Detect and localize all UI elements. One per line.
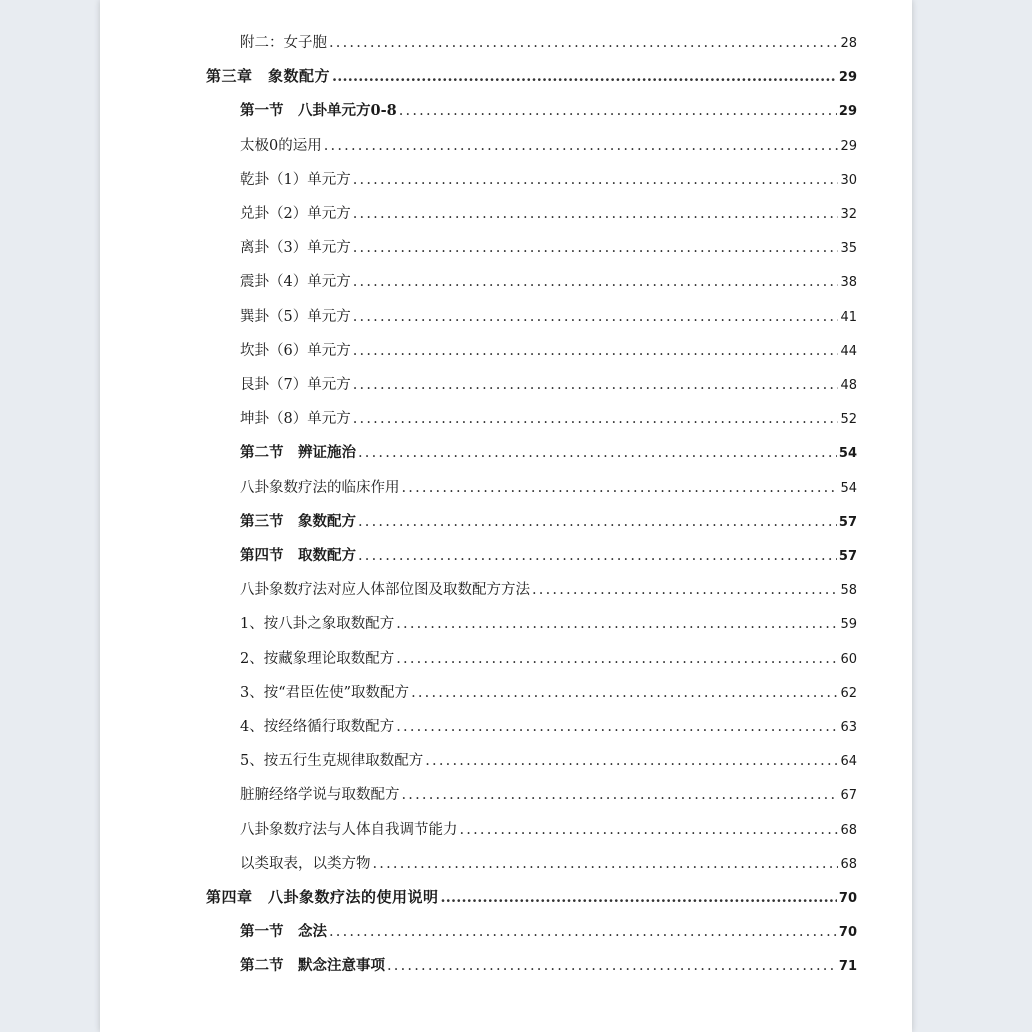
toc-dot-leader — [353, 206, 839, 222]
toc-page-number: 41 — [840, 309, 857, 325]
toc-entry-title: 第一节 八卦单元方0-8 — [240, 102, 397, 120]
table-of-contents — [100, 0, 912, 1032]
toc-page-number: 52 — [840, 412, 857, 428]
toc-dot-leader — [460, 822, 839, 838]
toc-page-number: 54 — [838, 446, 857, 462]
toc-entry — [240, 749, 857, 773]
toc-dot-leader — [353, 240, 839, 256]
toc-dot-leader — [373, 856, 839, 872]
toc-entry — [240, 168, 857, 192]
toc-page-number: 70 — [838, 891, 857, 906]
toc-entry — [240, 236, 857, 260]
toc-entry-title: 乾卦（1）单元方 — [240, 171, 351, 188]
toc-entry-title: 以类取表，以类方物 — [240, 855, 371, 872]
toc-entry — [240, 818, 857, 842]
toc-page-number: 67 — [840, 788, 857, 804]
toc-entry-title: 坎卦（6）单元方 — [240, 342, 351, 359]
toc-entry — [240, 783, 857, 807]
toc-entry — [240, 441, 857, 465]
toc-dot-leader — [402, 480, 839, 496]
toc-page-number: 68 — [840, 856, 857, 872]
toc-dot-leader — [396, 651, 838, 667]
toc-chapter-entry — [206, 65, 857, 89]
toc-entry-title: 第三章 象数配方 — [206, 67, 331, 86]
toc-dot-leader — [353, 343, 839, 359]
toc-dot-leader — [353, 274, 839, 290]
toc-page-number: 60 — [840, 651, 857, 667]
toc-dot-leader — [353, 377, 839, 393]
toc-entry — [240, 715, 857, 739]
toc-entry — [240, 578, 857, 602]
toc-entry — [240, 305, 857, 329]
toc-page-number: 48 — [840, 378, 857, 393]
toc-entry-title: 第四节 取数配方 — [240, 547, 356, 564]
toc-entry-title: 5、按五行生克规律取数配方 — [240, 753, 424, 770]
toc-entry-title: 第一节 念法 — [240, 923, 327, 941]
toc-page-number: 64 — [840, 754, 857, 770]
toc-entry — [240, 99, 857, 123]
toc-entry-title: 2、按藏象理论取数配方 — [240, 650, 395, 667]
toc-dot-leader — [387, 958, 837, 974]
toc-entry-title: 3、按“君臣佐使”取数配方 — [240, 684, 410, 701]
toc-entry — [240, 544, 857, 568]
toc-page-number: 57 — [838, 549, 857, 564]
toc-entry — [240, 407, 857, 431]
toc-page-number: 71 — [838, 959, 857, 975]
toc-page-number: 28 — [840, 36, 857, 51]
toc-dot-leader — [329, 35, 838, 51]
toc-entry-title: 第二节 默念注意事项 — [240, 957, 385, 975]
toc-entry — [240, 647, 857, 671]
toc-page-number: 59 — [840, 617, 857, 633]
toc-entry-title: 4、按经络循行取数配方 — [240, 719, 395, 735]
toc-dot-leader — [353, 309, 839, 325]
toc-entry-title: 太极0的运用 — [240, 137, 322, 154]
toc-page-number: 70 — [838, 925, 857, 941]
toc-page-number: 44 — [840, 343, 857, 359]
toc-dot-leader — [324, 138, 839, 154]
toc-page-number: 68 — [840, 822, 857, 838]
toc-entry-title: 离卦（3）单元方 — [240, 240, 351, 257]
toc-entry-title: 脏腑经络学说与取数配方 — [240, 787, 400, 804]
toc-dot-leader — [411, 685, 838, 701]
toc-dot-leader — [358, 548, 837, 564]
toc-page-number: 57 — [838, 514, 857, 530]
toc-page-number: 38 — [840, 275, 857, 291]
toc-dot-leader — [396, 719, 838, 735]
toc-entry-title: 第三节 象数配方 — [240, 512, 356, 530]
toc-entry — [240, 954, 857, 978]
toc-entry-title: 八卦象数疗法对应人体部位图及取数配方方法 — [240, 582, 530, 599]
toc-entry-title: 八卦象数疗法与人体自我调节能力 — [240, 821, 458, 838]
toc-dot-leader — [425, 753, 838, 769]
toc-entry-title: 1、按八卦之象取数配方 — [240, 616, 395, 633]
toc-entry — [240, 510, 857, 534]
toc-page-number: 30 — [840, 172, 857, 188]
toc-entry — [240, 920, 857, 944]
toc-page-number: 62 — [840, 685, 857, 701]
toc-dot-leader — [358, 514, 837, 530]
toc-dot-leader — [358, 445, 837, 461]
toc-dot-leader — [399, 103, 837, 119]
toc-entry — [240, 852, 857, 876]
toc-dot-leader — [402, 787, 839, 803]
toc-entry — [240, 612, 857, 636]
toc-page-number: 58 — [840, 583, 857, 599]
toc-dot-leader — [332, 68, 837, 85]
toc-dot-leader — [329, 924, 837, 940]
toc-entry-title: 坤卦（8）单元方 — [240, 411, 351, 428]
toc-entry-title: 艮卦（7）单元方 — [240, 377, 351, 393]
toc-dot-leader — [441, 889, 837, 906]
toc-dot-leader — [396, 616, 838, 632]
toc-entry — [240, 476, 857, 500]
toc-page-number: 35 — [840, 241, 857, 257]
toc-page-number: 54 — [840, 480, 857, 496]
toc-entry-title: 兑卦（2）单元方 — [240, 206, 351, 222]
toc-dot-leader — [353, 411, 839, 427]
toc-dot-leader — [353, 172, 839, 188]
toc-entry — [240, 202, 857, 226]
toc-entry-title: 第二节 辨证施治 — [240, 444, 356, 462]
toc-page-number: 63 — [840, 720, 857, 735]
toc-chapter-entry — [206, 886, 857, 910]
toc-entry-title: 八卦象数疗法的临床作用 — [240, 479, 400, 496]
toc-entry — [240, 339, 857, 363]
toc-page-number: 29 — [838, 70, 857, 86]
toc-entry-title: 震卦（4）单元方 — [240, 274, 351, 291]
toc-page-number: 32 — [840, 207, 857, 222]
toc-entry — [240, 270, 857, 294]
toc-entry — [240, 134, 857, 158]
toc-entry — [240, 681, 857, 705]
toc-entry-title: 巽卦（5）单元方 — [240, 308, 351, 325]
toc-entry-title: 附二：女子胞 — [240, 35, 327, 51]
toc-page-number: 29 — [840, 138, 857, 154]
toc-entry — [240, 31, 857, 55]
toc-page-number: 29 — [838, 104, 857, 120]
toc-entry — [240, 373, 857, 397]
toc-dot-leader — [532, 582, 838, 598]
document-page — [100, 0, 912, 1032]
toc-entry-title: 第四章 八卦象数疗法的使用说明 — [206, 888, 439, 906]
